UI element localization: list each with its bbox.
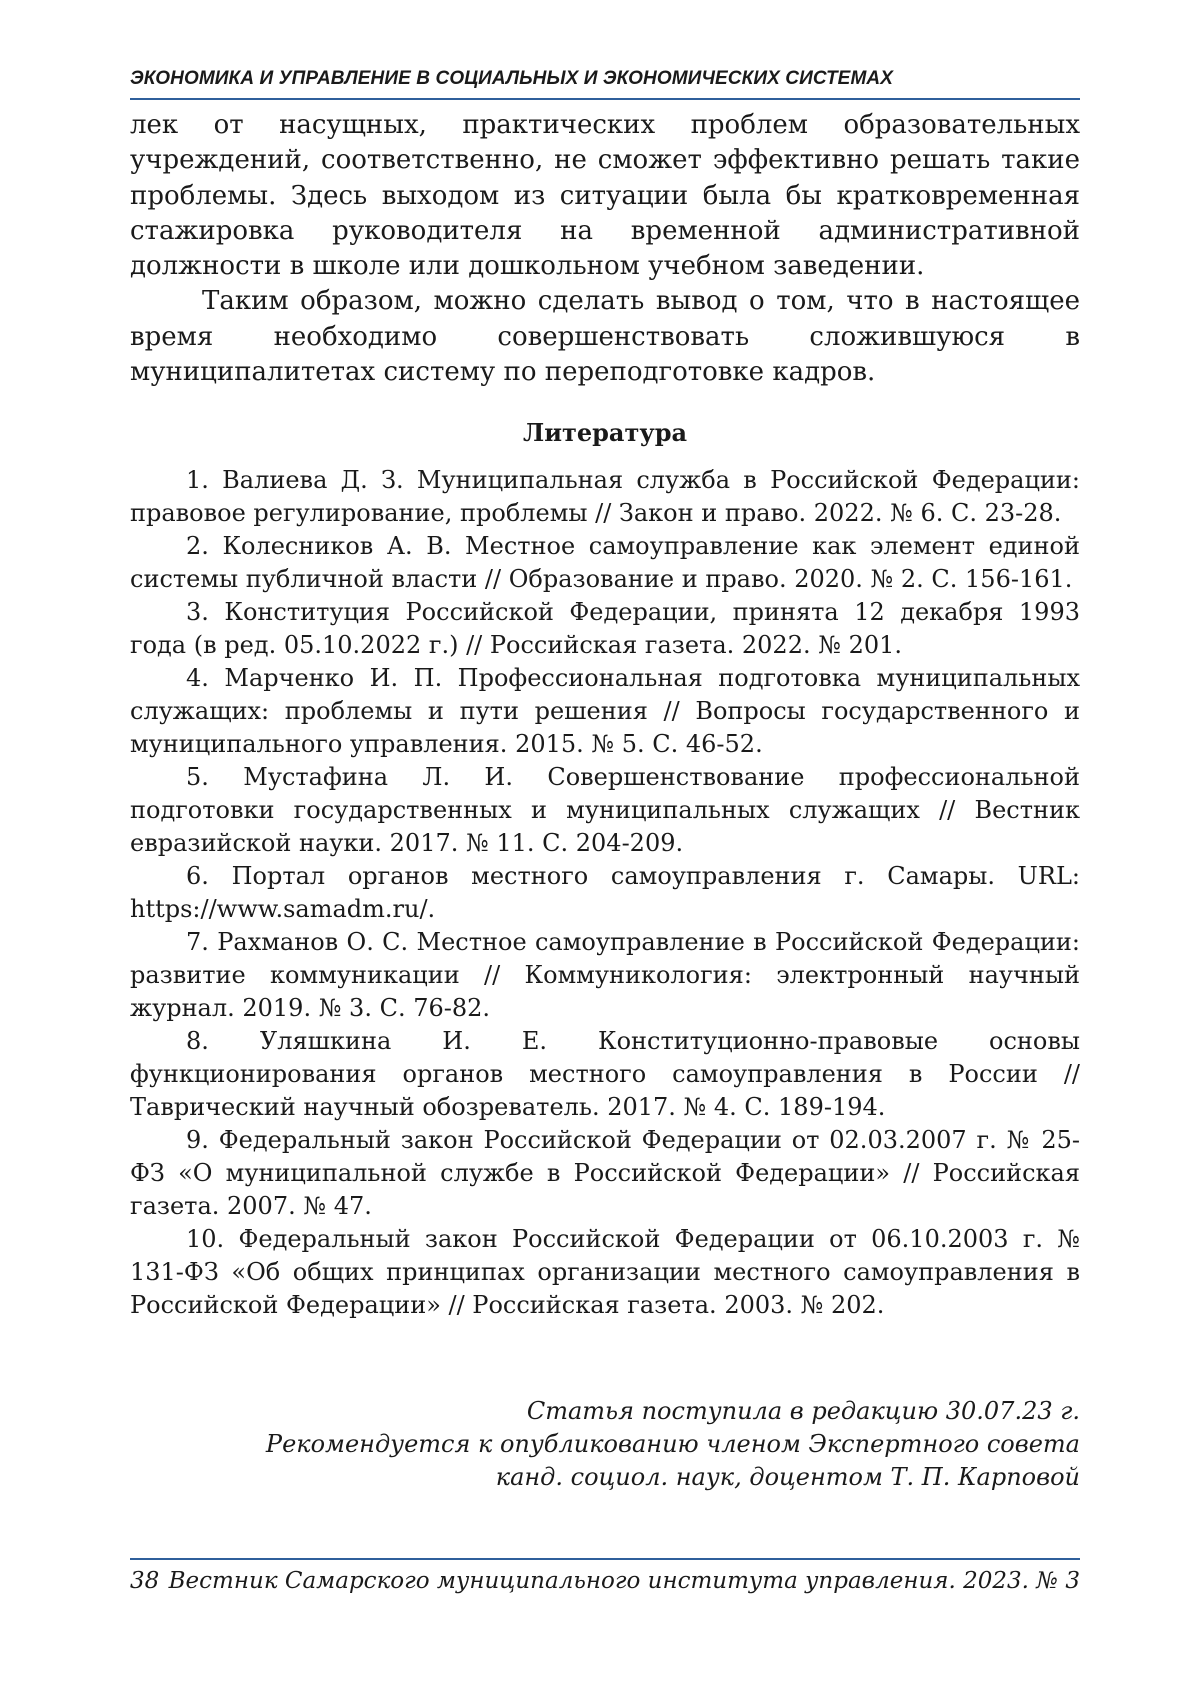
reference-list (130, 464, 1080, 1322)
reference-item: 2. Колесников А. В. Местное самоуправление как элемент единой системы публичной власти // Образование и право. 2020. № 2. С. 156-161. (130, 532, 1080, 593)
article-body (130, 108, 1080, 390)
reference-item: 1. Валиева Д. З. Муниципальная служба в Российской Федерации: правовое регулирование, проблемы // Закон и право. 2022. № 6. С. 23-28. (130, 466, 1080, 527)
recommendation-line: Рекомендуется к опубликованию членом Экспертного совета (265, 1430, 1080, 1458)
literature-heading: Литература (522, 418, 688, 447)
journal-title: Вестник Самарского муниципального института управления. 2023. № 3 (168, 1568, 1080, 1594)
journal-page (130, 0, 1080, 1697)
reference-item: 10. Федеральный закон Российской Федерации от 06.10.2003 г. № 131-ФЗ «Об общих принципах организации местного самоуправления в Российской Федерации» // Российская газета. 2003. № 202. (130, 1225, 1080, 1319)
reference-item: 6. Портал органов местного самоуправления г. Самары. URL: https://www.samadm.ru/. (130, 862, 1080, 923)
received-date-line: Статья поступила в редакцию 30.07.23 г. (526, 1397, 1080, 1425)
footer-rule (130, 1558, 1080, 1560)
reference-item: 9. Федеральный закон Российской Федерации от 02.03.2007 г. № 25-ФЗ «О муниципальной службе в Российской Федерации» // Российская газета. 2007. № 47. (130, 1126, 1080, 1220)
running-header: ЭКОНОМИКА И УПРАВЛЕНИЕ В СОЦИАЛЬНЫХ И ЭКОНОМИЧЕСКИХ СИСТЕМАХ (130, 68, 893, 89)
editorial-note (130, 1395, 1080, 1494)
reference-item: 5. Мустафина Л. И. Совершенствование профессиональной подготовки государственных и муниципальных служащих // Вестник евразийской науки. 2017. № 11. С. 204-209. (130, 763, 1080, 857)
body-paragraph: Таким образом, можно сделать вывод о том, что в настоящее время необходимо совершенствовать сложившуюся в муниципалитетах систему по переподготовке кадров. (130, 286, 1080, 388)
reference-item: 7. Рахманов О. С. Местное самоуправление в Российской Федерации: развитие коммуникации // Коммуникология: электронный научный журнал. 2019. № 3. С. 76-82. (130, 928, 1080, 1022)
reference-item: 3. Конституция Российской Федерации, принята 12 декабря 1993 года (в ред. 05.10.2022 г.) // Российская газета. 2022. № 201. (130, 598, 1080, 659)
page-number: 38 (130, 1568, 160, 1594)
reference-item: 8. Уляшкина И. Е. Конституционно-правовые основы функционирования органов местного самоуправления в России // Таврический научный обозреватель. 2017. № 4. С. 189-194. (130, 1027, 1080, 1121)
reference-item: 4. Марченко И. П. Профессиональная подготовка муниципальных служащих: проблемы и пути решения // Вопросы государственного и муниципального управления. 2015. № 5. С. 46-52. (130, 664, 1080, 758)
header-rule (130, 98, 1080, 100)
body-paragraph: лек от насущных, практических проблем образовательных учреждений, соответственно, не сможет эффективно решать такие проблемы. Здесь выходом из ситуации была бы кратковременная стажировка руководителя на временной административной должности в школе или дошкольном учебном заведении. (130, 110, 1080, 282)
reviewer-line: канд. социол. наук, доцентом Т. П. Карповой (495, 1463, 1080, 1491)
